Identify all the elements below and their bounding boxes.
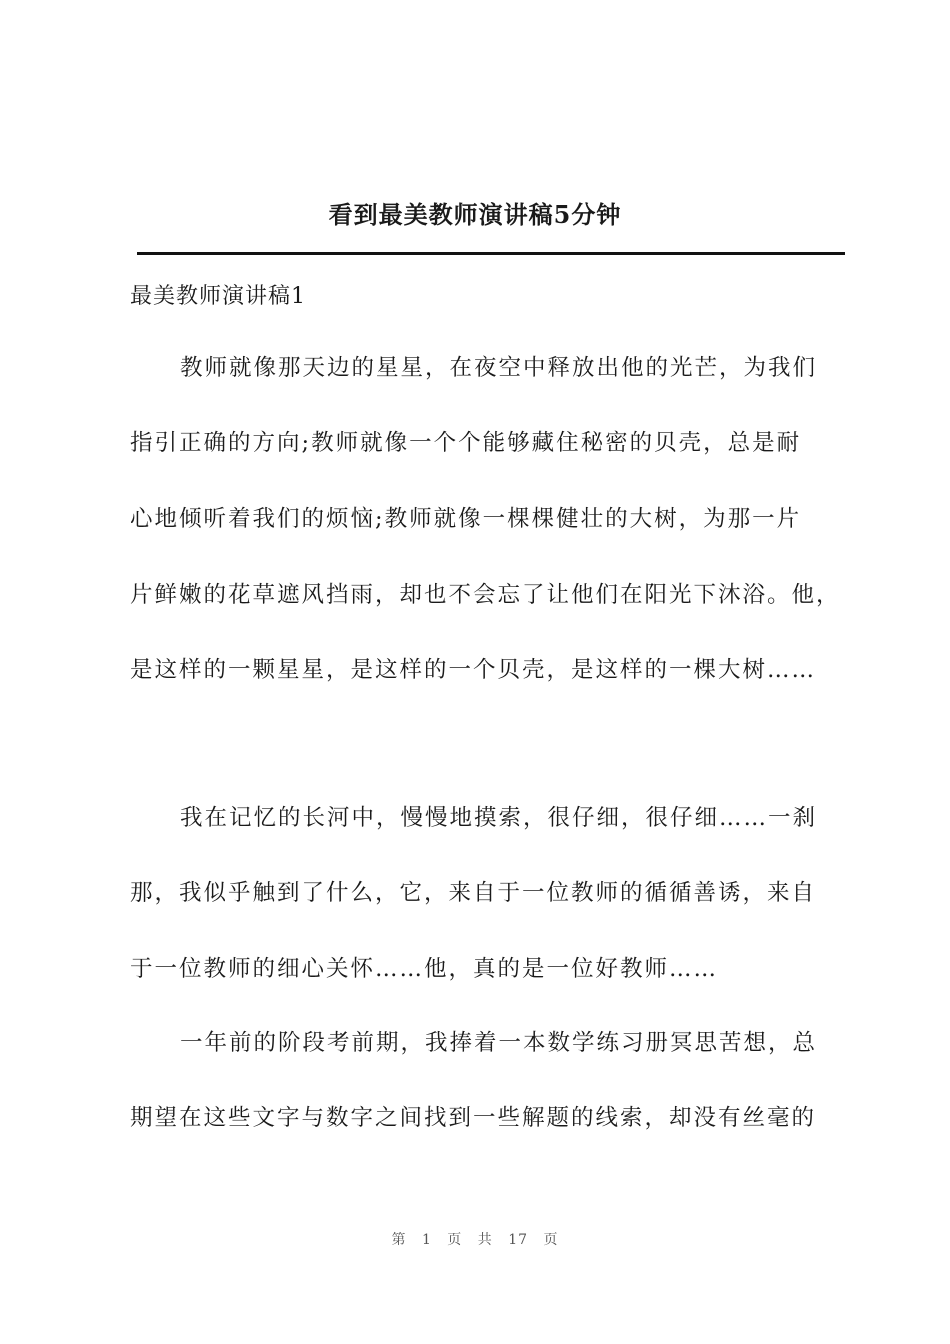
paragraph-1-line-2: 指引正确的方向;教师就像一个个能够藏住秘密的贝壳，总是耐 <box>130 430 802 456</box>
paragraph-1-line-3: 心地倾听着我们的烦恼;教师就像一棵棵健壮的大树，为那一片 <box>130 506 802 532</box>
paragraph-3-line-1: 一年前的阶段考前期，我捧着一本数学练习册冥思苦想，总 <box>180 1030 818 1056</box>
page-number-footer: 第 1 页 共 17 页 <box>391 1232 559 1248</box>
paragraph-2-line-2: 那，我似乎触到了什么，它，来自于一位教师的循循善诱，来自 <box>130 880 817 906</box>
paragraph-2-line-3: 于一位教师的细心关怀……他，真的是一位好教师…… <box>130 956 719 982</box>
title-divider <box>137 252 845 255</box>
paragraph-1-line-4: 片鲜嫩的花草遮风挡雨，却也不会忘了让他们在阳光下沐浴。他， <box>130 582 841 608</box>
paragraph-2-line-1: 我在记忆的长河中，慢慢地摸索，很仔细，很仔细……一刹 <box>180 805 818 831</box>
section-heading: 最美教师演讲稿1 <box>130 284 306 309</box>
document-title: 看到最美教师演讲稿5分钟 <box>328 200 622 229</box>
paragraph-1-line-5: 是这样的一颗星星，是这样的一个贝壳，是这样的一棵大树…… <box>130 657 817 683</box>
paragraph-1-line-1: 教师就像那天边的星星，在夜空中释放出他的光芒，为我们 <box>180 355 818 381</box>
paragraph-3-line-2: 期望在这些文字与数字之间找到一些解题的线索，却没有丝毫的 <box>130 1105 817 1131</box>
